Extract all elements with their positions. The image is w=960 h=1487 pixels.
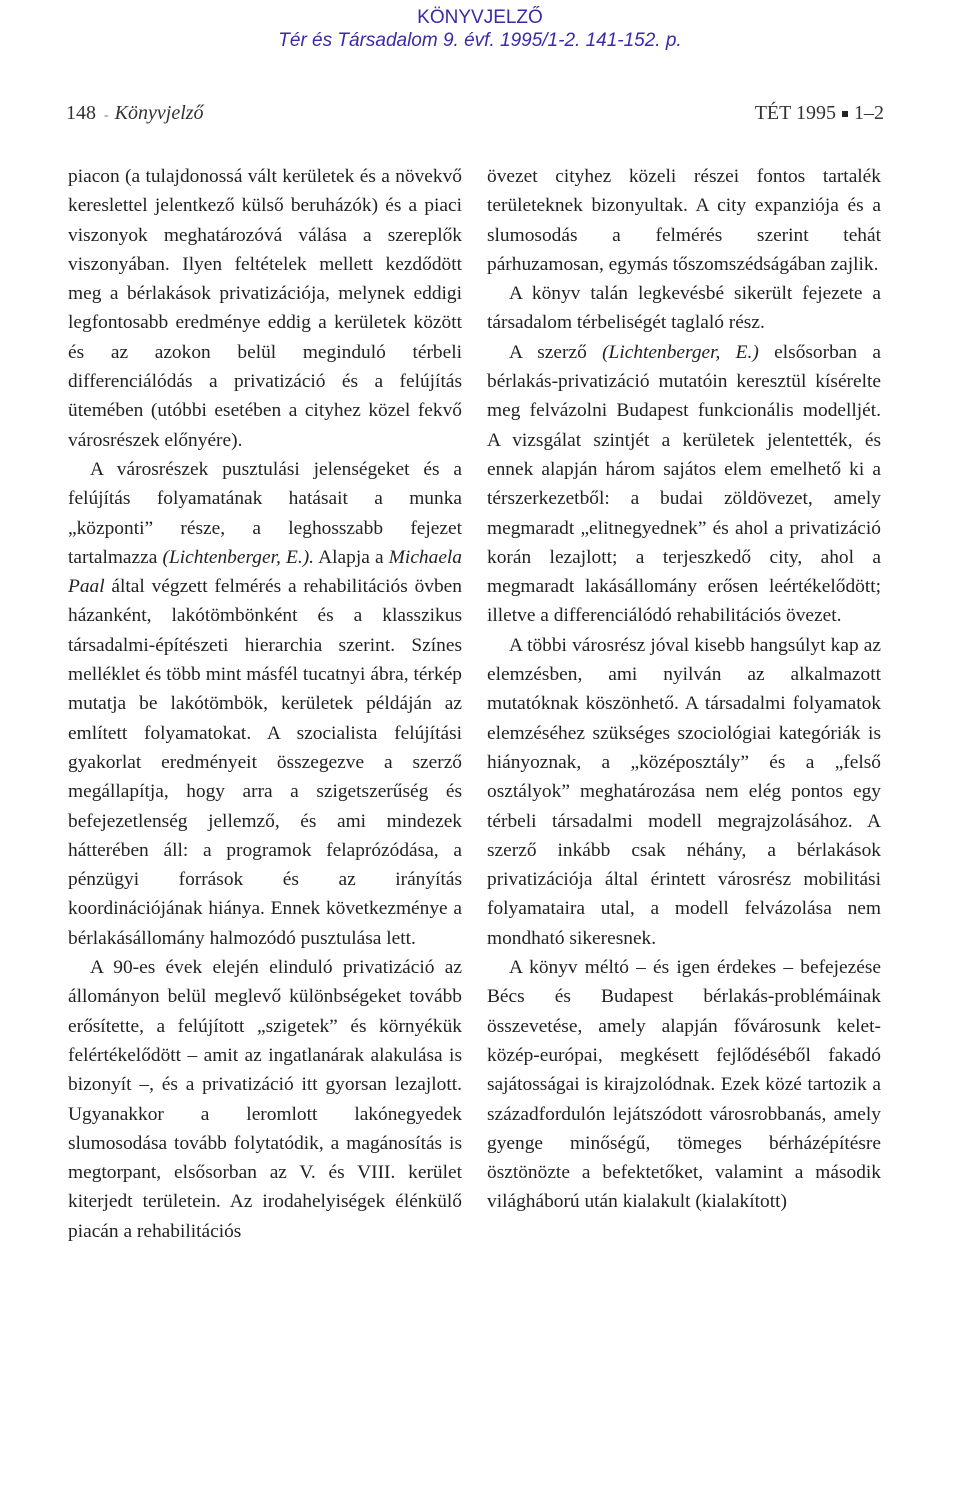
left-column [68,162,462,1246]
paragraph: A könyv talán legkevésbé sikerült fejezete a társadalom térbeliségét taglaló rész. [487,283,881,334]
paragraph-text: A szerző [509,341,603,363]
author-reference: (Lichtenberger, E.) [602,341,759,363]
author-reference: (Lichtenberger, E.). [162,546,315,568]
paragraph-text: Alapja a [314,546,389,568]
paragraph: övezet cityhez közeli részei fontos tartalék területeknek bizonyultak. A city expanziója és a slumosodás a felmérés szerint tehát párhuzamosan, egymás tőszomszédságában zajlik. [487,166,881,275]
running-head-right [755,102,884,125]
person-name: Michaela Paal [68,546,463,598]
running-head [66,102,884,130]
running-head-left [66,102,204,125]
journal-citation: Tér és Társadalom 9. évf. 1995/1-2. 141-152. p. [278,30,682,51]
paragraph: piacon (a tulajdonossá vált kerületek és a növekvő kereslettel jelentkező külső beruházók) és a piaci viszonyok meghatározóvá válása a szereplők viszonyában. Ilyen feltételek mellett kezdődött meg a bérlakások privatizációja, melynek eddigi legfontosabb eredménye eddig a kerületek között és az azokon belül meginduló térbeli differenciálódás a privatizáció és a felújítás ütemében (utóbbi esetében a cityhez közel fekvő városrészek előnyére). [68,166,462,451]
paragraph: A könyv méltó – és igen érdekes – befejezése Bécs és Budapest bérlakás-problémáinak összevetése, amely alapján fővárosunk kelet-közép-európai, megkésett fejlődéséből fakadó sajátosságai is kirajzolódnak. Ezek közé tartozik a századfordulón lejátszódott városrobbanás, amely gyenge minőségű, tömeges bérházépítésre ösztönözte a befektetőket, valamint a második világháború után kialakult (kialakított) [487,957,881,1213]
paragraph-text: elsősorban a bérlakás-privatizáció mutatóin keresztül kísérelte meg felvázolni Budapest funkcionális modelljét. A vizsgálat szintjét a kerületek jelentették, és ennek alapján három sajátos elem emelhető ki a térszerkezetből: a budai zöldövezet, amely megmaradt „elitnegyednek” és ahol a privatizáció korán lezajlott; a terjeszkedő city, ahol a megmaradt lakásállomány erősen leértékelődött; illetve a differenciálódó rehabilitációs övezet. [487,341,882,627]
bullet-icon [842,111,848,117]
paragraph [68,455,462,953]
right-column [487,162,881,1217]
journal-label: KÖNYVJELZŐ [417,7,543,28]
paragraph-text: A városrészek pusztulási jelenségeket és a felújítás folyamatának hatásait a munka „központi” része, a leghosszabb fejezet tartalmazza [68,458,462,568]
issue-number: 1–2 [854,102,884,124]
paragraph [487,338,881,631]
paragraph-text: által végzett felmérés a rehabilitációs övben házanként, lakótömbönként és a klasszikus társadalmi-építészeti hierarchia szerint. Színes melléklet és több mint másfél tucatnyi ábra, térkép mutatja be lakótömbök, kerületek példáján az említett folyamatokat. A szocialista felújítási gyakorlat eredményeit összegezve a szerző megállapítja, hogy arra a szigetszerűség és befejezetlenség jellemző, és ami mindezek hátterében áll: a programok felaprózódása, a pénzügyi források és az irányítás koordinációjának hiánya. Ennek következménye a bérlakásállomány halmozódó pusztulása lett. [68,576,462,949]
paragraph: A többi városrész jóval kisebb hangsúlyt kap az elemzésben, ami nyilván az alkalmazott mutatóknak köszönhető. A társadalmi folyamatok elemzéséhez szükséges szociológiai kategóriák is hiányoznak, a „középosztály” és a „felső osztályok” meghatározása nem elég pontos egy térbeli társadalmi modell megrajzolásához. A szerző inkább csak néhány, a bérlakások privatizációja által érintett városrész mobilitási folyamataira utal, a modell felvázolása nem mondható sikeresnek. [487,634,881,949]
section-title: Könyvjelző [114,102,204,124]
page-number: 148 [66,102,96,124]
running-head-separator: - [104,108,109,123]
paragraph: A 90-es évek elején elinduló privatizáció az állományon belül meglevő különbségeket tovább erősítette, a felújított „szigetek” és környékük felértékelődött – amit az ingatlanárak alakulása is bizonyít –, és a privatizáció itt gyorsan lezajlott. Ugyanakkor a leromlott lakónegyedek slumosodása tovább folytatódik, a magánosítás is megtorpant, elsősorban az V. és VIII. kerület kiterjedt területein. Az irodahelyiségek élénkülő piacán a rehabilitációs [68,957,462,1242]
journal-abbreviation: TÉT 1995 [754,102,836,124]
